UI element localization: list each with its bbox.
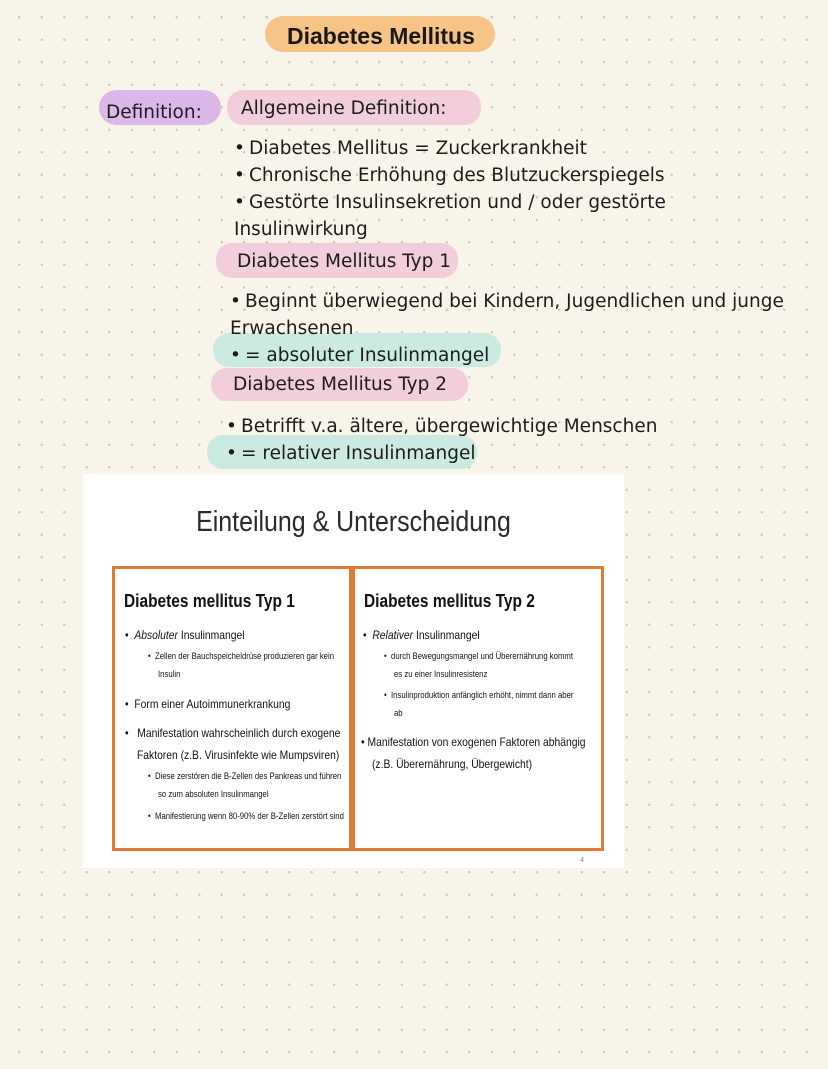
typ2-box-heading: Diabetes mellitus Typ 2 (364, 591, 535, 611)
box-bullet: • Manifestation von exogenen Faktoren abhängig (361, 735, 586, 749)
box-sub-bullet: • Diese zerstören die B-Zellen des Pankreas und führen (148, 771, 342, 781)
list-item: • Betrifft v.a. ältere, übergewichtige Menschen (226, 416, 658, 437)
slide-title: Einteilung & Unterscheidung (196, 506, 511, 538)
definition-label: Definition: (106, 102, 202, 123)
list-item: • = relativer Insulinmangel (226, 443, 476, 464)
slide-image (83, 474, 624, 868)
page-title: Diabetes Mellitus (287, 23, 475, 49)
box-bullet: • Manifestation wahrscheinlich durch exogene (125, 726, 341, 740)
typ1-box-heading: Diabetes mellitus Typ 1 (124, 591, 295, 611)
list-item: • Chronische Erhöhung des Blutzuckerspiegels (234, 165, 665, 186)
box-sub-bullet-cont: Insulin (158, 669, 181, 679)
typ2-box (352, 566, 604, 851)
box-sub-bullet: • durch Bewegungsmangel und Überernährung kommt (384, 651, 574, 661)
box-sub-bullet: • Insulinproduktion anfänglich erhöht, nimmt dann aber (384, 690, 574, 700)
box-bullet-cont: Faktoren (z.B. Virusinfekte wie Mumpsviren) (137, 748, 340, 762)
box-bullet: • Absoluter Insulinmangel (125, 628, 245, 642)
typ1-list (230, 288, 784, 369)
box-sub-bullet: • Zellen der Bauchspeicheldrüse produzieren gar kein (148, 651, 335, 661)
box-sub-bullet: • Manifestierung wenn 80-90% der B-Zellen zerstört sind (148, 811, 344, 821)
allgemein-heading: Allgemeine Definition: (241, 98, 447, 119)
box-bullet: • Form einer Autoimmunerkrankung (125, 697, 291, 711)
list-item: • = absoluter Insulinmangel (230, 345, 490, 366)
box-bullet: • Relativer Insulinmangel (363, 628, 480, 642)
list-item-continued: Erwachsenen (230, 318, 354, 339)
slide-page-number: 4 (580, 857, 584, 864)
allgemein-list (234, 135, 666, 243)
box-bullet-cont: (z.B. Überernährung, Übergewicht) (372, 757, 533, 771)
typ2-heading: Diabetes Mellitus Typ 2 (233, 374, 448, 395)
box-sub-bullet-cont: so zum absoluten Insulinmangel (158, 789, 269, 799)
typ2-list (226, 413, 657, 467)
box-sub-bullet-cont: ab (394, 708, 403, 718)
list-item-continued: Insulinwirkung (234, 219, 368, 240)
list-item: • Diabetes Mellitus = Zuckerkrankheit (234, 138, 587, 159)
typ1-heading: Diabetes Mellitus Typ 1 (237, 251, 452, 272)
typ1-box (112, 566, 352, 851)
list-item: • Beginnt überwiegend bei Kindern, Jugendlichen und junge (230, 291, 784, 312)
box-sub-bullet-cont: es zu einer Insulinresistenz (394, 669, 488, 679)
list-item: • Gestörte Insulinsekretion und / oder gestörte (234, 192, 666, 213)
